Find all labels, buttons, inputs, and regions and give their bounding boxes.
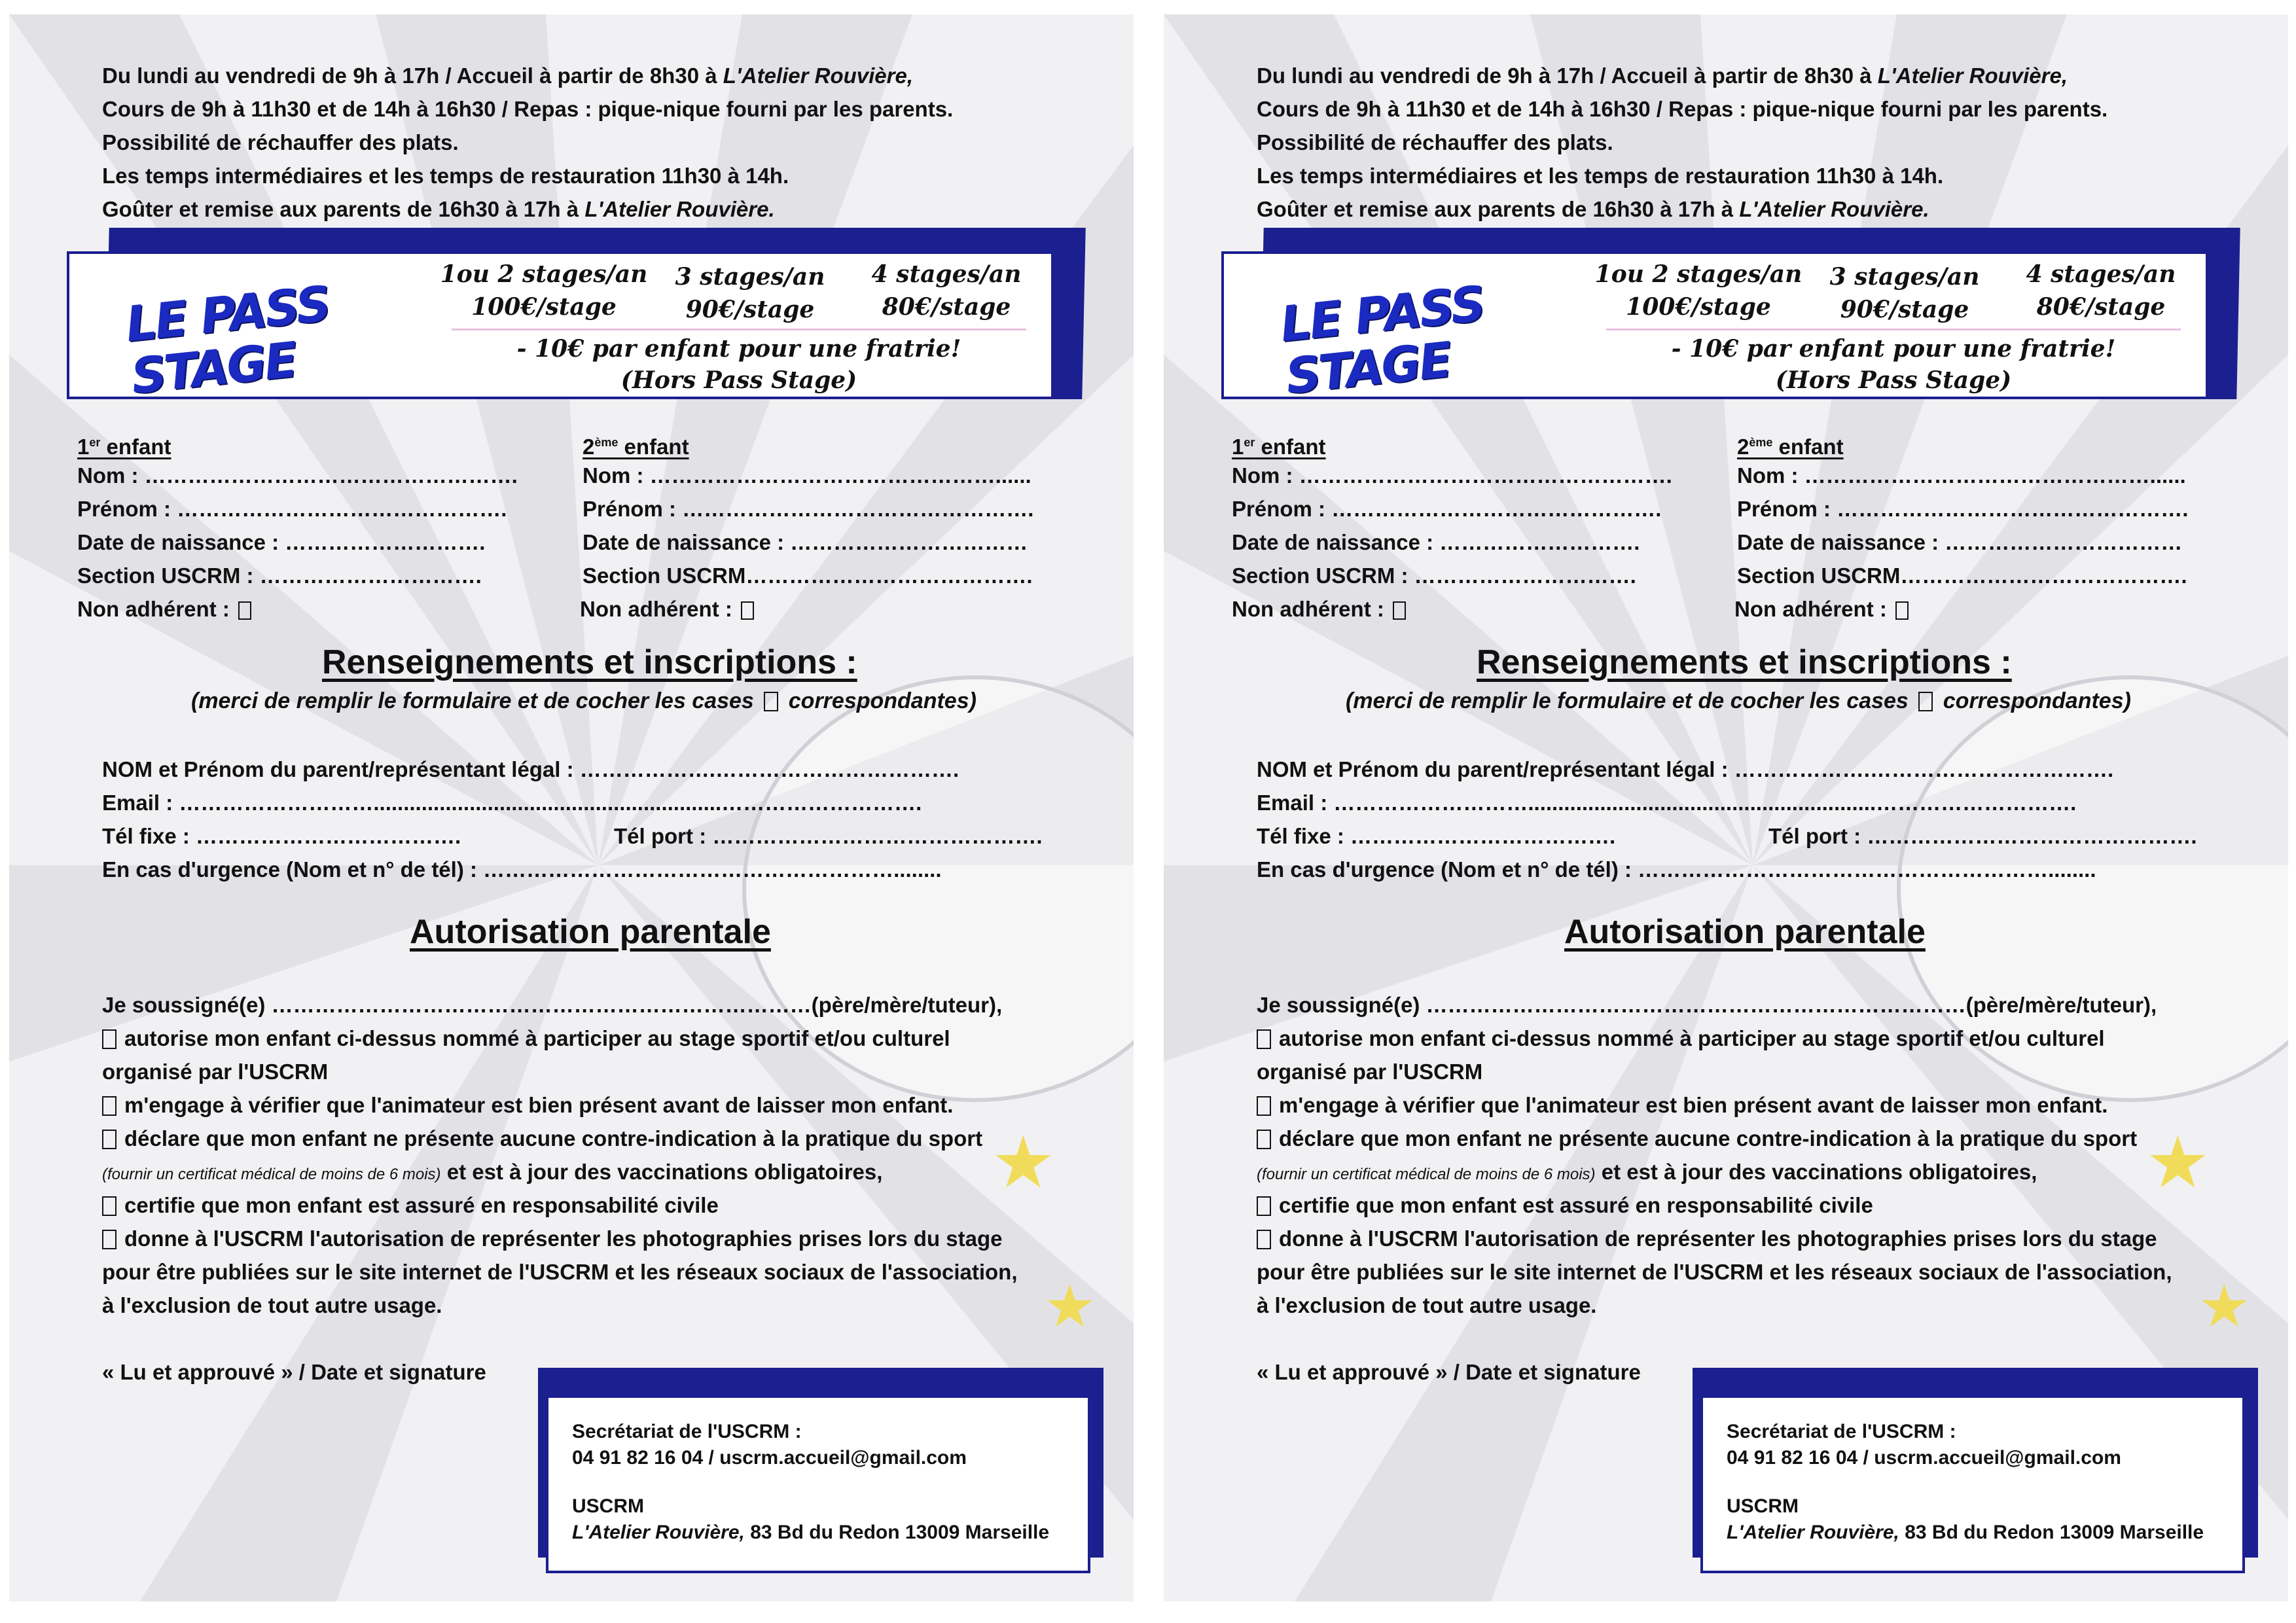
autorisation-heading: Autorisation parentale xyxy=(1564,913,1926,951)
checkbox[interactable] xyxy=(1257,1029,1271,1049)
schedule-line: Du lundi au vendredi de 9h à 17h / Accueil à partir de 8h30 à L'Atelier Rouvière, xyxy=(1257,63,2068,88)
flyer-page-right xyxy=(1164,14,2288,1601)
checkbox[interactable] xyxy=(1257,1196,1271,1216)
fratrie-discount: - 10€ par enfant pour une fratrie! xyxy=(516,335,961,363)
fratrie-discount: - 10€ par enfant pour une fratrie! xyxy=(1671,335,2116,363)
pass-divider xyxy=(1606,329,2181,330)
checkbox[interactable] xyxy=(1257,1096,1271,1116)
flyer-page-left xyxy=(9,14,1134,1601)
child2-title: 2ème enfant xyxy=(583,435,689,459)
renseignements-subtitle: (merci de remplir le formulaire et de cocher les cases correspondantes) xyxy=(191,688,977,713)
checkbox[interactable] xyxy=(238,601,251,620)
checkbox-icon xyxy=(1918,692,1933,711)
schedule-line: Possibilité de réchauffer des plats. xyxy=(1257,130,1613,154)
signature-label: « Lu et approuvé » / Date et signature xyxy=(1257,1360,1641,1384)
checkbox[interactable] xyxy=(1393,601,1406,620)
autorisation-item: déclare que mon enfant ne présente aucune contre-indication à la pratique du sport xyxy=(102,1126,982,1152)
autorisation-item: m'engage à vérifier que l'animateur est bien présent avant de laisser mon enfant. xyxy=(1257,1092,2108,1118)
schedule-line: Goûter et remise aux parents de 16h30 à 17h à L'Atelier Rouvière. xyxy=(102,197,775,221)
pass-stage-logo: LE PASS STAGE xyxy=(123,276,332,405)
urgence-field[interactable]: En cas d'urgence (Nom et n° de tél) : …………………………………………………........ xyxy=(1257,857,2096,882)
urgence-field[interactable]: En cas d'urgence (Nom et n° de tél) : …………………………………………………........ xyxy=(102,857,942,882)
checkbox-icon xyxy=(764,692,778,711)
star-icon: ★ xyxy=(991,1122,1056,1203)
schedule-line: Les temps intermédiaires et les temps de restauration 11h30 à 14h. xyxy=(102,164,789,188)
soussigne-field[interactable]: Je soussigné(e) …………………………………………………………………(père/mère/tuteur), xyxy=(1257,993,2157,1017)
email-field[interactable]: Email : ………………………..........................................................………………………. xyxy=(1257,791,2077,815)
checkbox[interactable] xyxy=(1257,1130,1271,1149)
checkbox[interactable] xyxy=(102,1096,117,1116)
child2-prenom[interactable]: Prénom : …………………………………………. xyxy=(583,497,1034,521)
autorisation-item: autorise mon enfant ci-dessus nommé à participer au stage sportif et/ou culturel xyxy=(1257,1026,2105,1052)
autorisation-item: certifie que mon enfant est assuré en responsabilité civile xyxy=(102,1192,719,1219)
contact-phone-email: 04 91 82 16 04 / uscrm.accueil@gmail.com xyxy=(1727,1447,2121,1469)
child1-title: 1er enfant xyxy=(77,435,171,459)
schedule-line: Cours de 9h à 11h30 et de 14h à 16h30 / Repas : pique-nique fourni par les parents. xyxy=(1257,97,2108,121)
checkbox[interactable] xyxy=(102,1029,117,1049)
fratrie-note: (Hors Pass Stage) xyxy=(1775,366,2012,394)
renseignements-subtitle: (merci de remplir le formulaire et de cocher les cases correspondantes) xyxy=(1346,688,2131,713)
renseignements-heading: Renseignements et inscriptions : xyxy=(1477,643,2012,681)
pass-tier-3: 4 stages/an 80€/stage xyxy=(871,260,1022,321)
child1-prenom[interactable]: Prénom : ………………………………………. xyxy=(77,497,507,521)
renseignements-heading: Renseignements et inscriptions : xyxy=(322,643,857,681)
pass-divider xyxy=(452,329,1026,330)
contact-org: USCRM xyxy=(572,1495,644,1517)
schedule-line: Cours de 9h à 11h30 et de 14h à 16h30 / Repas : pique-nique fourni par les parents. xyxy=(102,97,954,121)
tel-port-field[interactable]: Tél port : ………………………………………. xyxy=(614,824,1043,848)
checkbox[interactable] xyxy=(1257,1230,1271,1249)
child2-nom[interactable]: Nom : …………………………………………...... xyxy=(1737,463,2186,488)
star-icon: ★ xyxy=(1043,1274,1096,1340)
child1-prenom[interactable]: Prénom : ………………………………………. xyxy=(1232,497,1662,521)
pass-tier-1: 1ou 2 stages/an 100€/stage xyxy=(1594,260,1803,321)
child2-section[interactable]: Section USCRM…………………………………. xyxy=(1737,563,2187,588)
child2-non-adherent: Non adhérent : xyxy=(1734,596,1916,622)
pass-tier-3: 4 stages/an 80€/stage xyxy=(2026,260,2176,321)
tel-fixe-field[interactable]: Tél fixe : ………………………………. xyxy=(1257,824,1616,848)
pass-stage-box xyxy=(1221,251,2208,405)
checkbox[interactable] xyxy=(741,601,754,620)
tel-fixe-field[interactable]: Tél fixe : ………………………………. xyxy=(102,824,461,848)
autorisation-item-cont: organisé par l'USCRM xyxy=(102,1060,329,1084)
child1-naissance[interactable]: Date de naissance : ………………………. xyxy=(1232,530,1640,554)
pass-stage-box xyxy=(67,251,1054,405)
autorisation-item-cont: à l'exclusion de tout autre usage. xyxy=(102,1293,442,1317)
parent-name-field[interactable]: NOM et Prénom du parent/représentant légal : ……………….……………………………. xyxy=(1257,757,2114,781)
autorisation-item: certifie que mon enfant est assuré en responsabilité civile xyxy=(1257,1192,1873,1219)
child2-title: 2ème enfant xyxy=(1737,435,1844,459)
autorisation-item: donne à l'USCRM l'autorisation de représenter les photographies prises lors du stage xyxy=(1257,1226,2157,1252)
pass-tier-2: 3 stages/an 90€/stage xyxy=(675,263,825,323)
autorisation-item: déclare que mon enfant ne présente aucune contre-indication à la pratique du sport xyxy=(1257,1126,2137,1152)
autorisation-item-cont: (fournir un certificat médical de moins de 6 mois) et est à jour des vaccinations obligatoires, xyxy=(1257,1160,2037,1184)
fratrie-note: (Hors Pass Stage) xyxy=(620,366,857,394)
child2-naissance[interactable]: Date de naissance : …………………………… xyxy=(1737,530,2183,554)
email-field[interactable]: Email : ………………………..........................................................………………………. xyxy=(102,791,922,815)
autorisation-heading: Autorisation parentale xyxy=(410,913,771,951)
checkbox[interactable] xyxy=(102,1230,117,1249)
star-icon: ★ xyxy=(2198,1274,2251,1340)
contact-address: L'Atelier Rouvière, 83 Bd du Redon 13009 Marseille xyxy=(1727,1522,2204,1543)
child1-non-adherent: Non adhérent : xyxy=(1232,596,1414,622)
tel-port-field[interactable]: Tél port : ………………………………………. xyxy=(1768,824,2197,848)
child2-nom[interactable]: Nom : …………………………………………...... xyxy=(583,463,1031,488)
schedule-line: Du lundi au vendredi de 9h à 17h / Accueil à partir de 8h30 à L'Atelier Rouvière, xyxy=(102,63,914,88)
autorisation-item-cont: (fournir un certificat médical de moins de 6 mois) et est à jour des vaccinations obligatoires, xyxy=(102,1160,883,1184)
checkbox[interactable] xyxy=(102,1130,117,1149)
child2-section[interactable]: Section USCRM…………………………………. xyxy=(583,563,1033,588)
autorisation-item-cont: pour être publiées sur le site internet de l'USCRM et les réseaux sociaux de l'association, xyxy=(1257,1260,2172,1284)
contact-box xyxy=(1700,1395,2245,1573)
checkbox[interactable] xyxy=(1895,601,1909,620)
contact-org: USCRM xyxy=(1727,1495,1799,1517)
child2-naissance[interactable]: Date de naissance : …………………………… xyxy=(583,530,1028,554)
child1-non-adherent: Non adhérent : xyxy=(77,596,259,622)
secretariat-label: Secrétariat de l'USCRM : xyxy=(572,1421,802,1442)
child1-section[interactable]: Section USCRM : …………………………. xyxy=(77,563,482,588)
pass-stage-logo: LE PASS STAGE xyxy=(1278,276,1486,405)
autorisation-item-cont: à l'exclusion de tout autre usage. xyxy=(1257,1293,1597,1317)
autorisation-item-cont: pour être publiées sur le site internet de l'USCRM et les réseaux sociaux de l'association, xyxy=(102,1260,1018,1284)
pass-tier-1: 1ou 2 stages/an 100€/stage xyxy=(440,260,648,321)
contact-address: L'Atelier Rouvière, 83 Bd du Redon 13009 Marseille xyxy=(572,1522,1050,1543)
child1-title: 1er enfant xyxy=(1232,435,1326,459)
star-icon: ★ xyxy=(2145,1122,2210,1203)
contact-box xyxy=(546,1395,1090,1573)
child1-naissance[interactable]: Date de naissance : ………………………. xyxy=(77,530,486,554)
autorisation-item: donne à l'USCRM l'autorisation de représenter les photographies prises lors du stage xyxy=(102,1226,1002,1252)
child2-prenom[interactable]: Prénom : …………………………………………. xyxy=(1737,497,2189,521)
autorisation-item-cont: organisé par l'USCRM xyxy=(1257,1060,1483,1084)
child1-nom[interactable]: Nom : ……………………………………………. xyxy=(1232,463,1672,488)
autorisation-item: m'engage à vérifier que l'animateur est bien présent avant de laisser mon enfant. xyxy=(102,1092,953,1118)
schedule-line: Possibilité de réchauffer des plats. xyxy=(102,130,459,154)
checkbox[interactable] xyxy=(102,1196,117,1216)
child1-nom[interactable]: Nom : ……………………………………………. xyxy=(77,463,518,488)
child1-section[interactable]: Section USCRM : …………………………. xyxy=(1232,563,1636,588)
pass-tier-2: 3 stages/an 90€/stage xyxy=(1829,263,1980,323)
schedule-line: Goûter et remise aux parents de 16h30 à 17h à L'Atelier Rouvière. xyxy=(1257,197,1929,221)
soussigne-field[interactable]: Je soussigné(e) …………………………………………………………………(père/mère/tuteur), xyxy=(102,993,1003,1017)
signature-label: « Lu et approuvé » / Date et signature xyxy=(102,1360,486,1384)
contact-phone-email: 04 91 82 16 04 / uscrm.accueil@gmail.com xyxy=(572,1447,967,1469)
autorisation-item: autorise mon enfant ci-dessus nommé à participer au stage sportif et/ou culturel xyxy=(102,1026,950,1052)
child2-non-adherent: Non adhérent : xyxy=(580,596,762,622)
secretariat-label: Secrétariat de l'USCRM : xyxy=(1727,1421,1956,1442)
parent-name-field[interactable]: NOM et Prénom du parent/représentant légal : ……………….……………………………. xyxy=(102,757,960,781)
schedule-line: Les temps intermédiaires et les temps de restauration 11h30 à 14h. xyxy=(1257,164,1944,188)
